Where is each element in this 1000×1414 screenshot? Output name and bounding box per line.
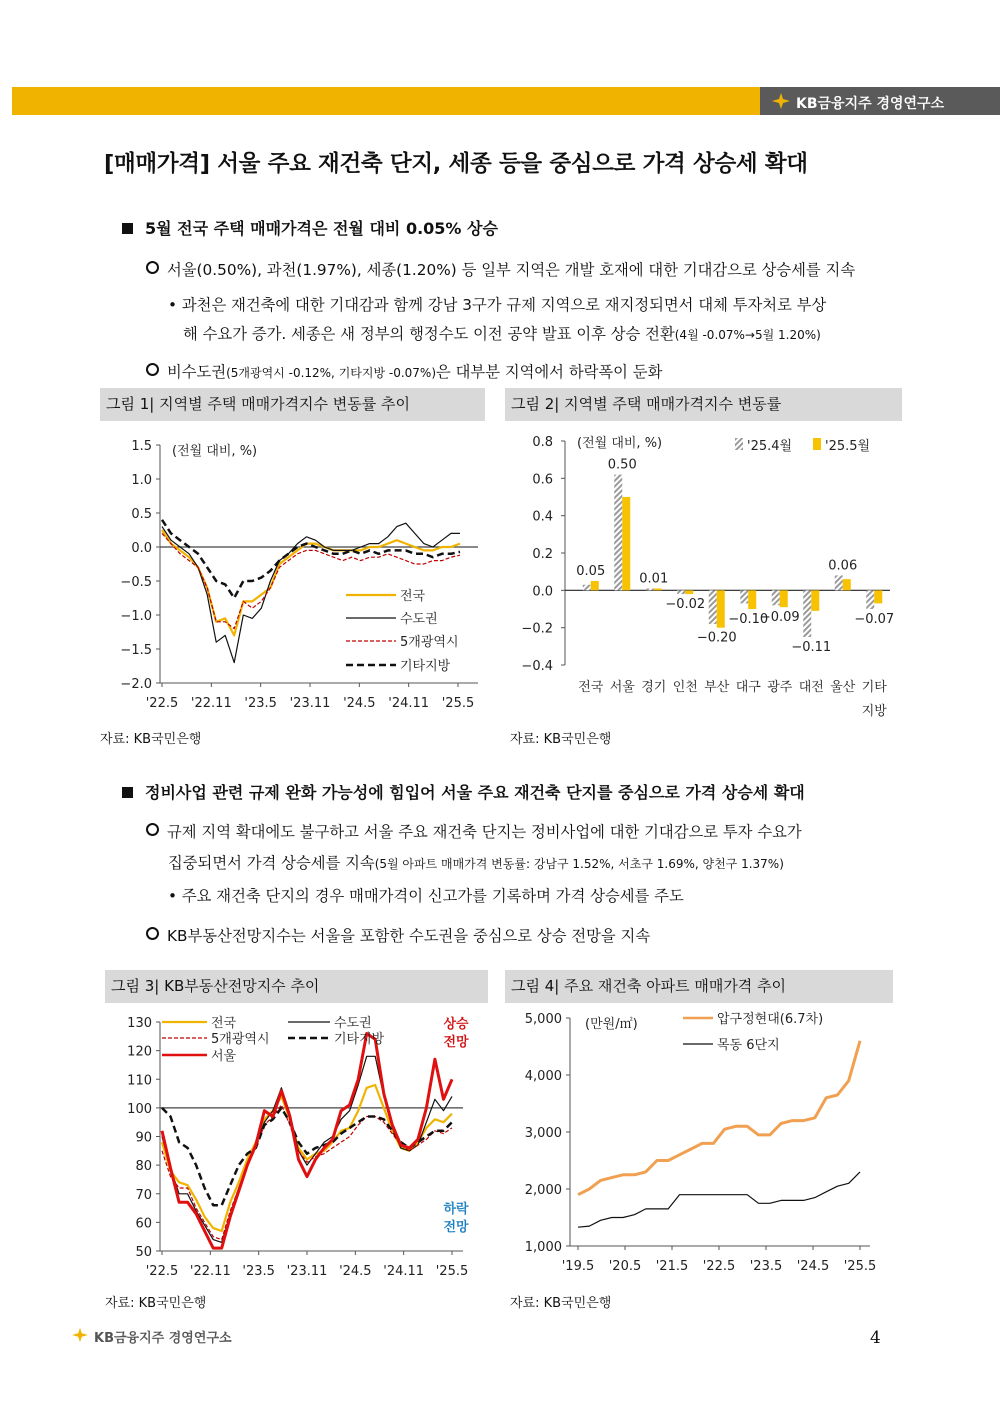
data-label-8: 0.06 [828, 558, 858, 574]
legend-label-2: 5개광역시 [211, 1032, 270, 1047]
legend-label-3: 기타지방 [400, 659, 451, 674]
category-label-4: 부산 [704, 680, 730, 695]
series-line-0 [162, 1085, 452, 1231]
x-tick-label: '22.11 [189, 1264, 231, 1279]
y-tick-label: 0.0 [532, 584, 553, 600]
legend-label-4: 서울 [211, 1049, 237, 1064]
section1-sub-line2: 해 수요가 증가. 세종은 새 정부의 행정수도 이전 공약 발표 이후 상승 전환(4월 -0.07%→5월 1.20%) [183, 325, 821, 343]
y-tick-label: −0.4 [521, 659, 553, 674]
y-tick-label: −1.5 [120, 643, 152, 658]
section2-bullet1-line1: 규제 지역 확대에도 불구하고 서울 주요 재건축 단지는 정비사업에 대한 기대감으로 투자 수요가 [146, 820, 802, 842]
legend-label-1: 수도권 [400, 612, 438, 627]
y-tick-label: 90 [135, 1130, 152, 1146]
legend-label-2: 5개광역시 [400, 635, 459, 650]
data-label-0: 0.05 [576, 564, 606, 579]
bar-1-2 [654, 588, 662, 590]
fig2-chart [505, 425, 900, 725]
y-tick-label: 60 [135, 1216, 152, 1232]
header-brand-box [760, 87, 1000, 115]
fig1-title: 그림 1| 지역별 주택 매매가격지수 변동률 추이 [100, 388, 485, 421]
y-tick-label: 100 [127, 1101, 152, 1117]
page-title: [매매가격] 서울 주요 재건축 단지, 세종 등을 중심으로 가격 상승세 확대 [104, 151, 808, 177]
x-tick-label: '24.5 [343, 696, 376, 711]
header-bar [12, 87, 760, 115]
y-tick-label: 4,000 [524, 1069, 562, 1084]
y-tick-label: 80 [135, 1159, 152, 1175]
y-tick-label: 0.6 [532, 472, 553, 488]
bar-0-7 [803, 590, 811, 637]
y-tick-label: 120 [127, 1044, 152, 1060]
bar-0-0 [583, 585, 591, 591]
y-tick-label: 1,000 [524, 1240, 562, 1255]
fig4-chart [505, 1008, 895, 1286]
category-label-5: 대구 [735, 680, 761, 695]
x-tick-label: '23.11 [286, 1264, 328, 1279]
footer-brand: KB금융지주 경영연구소 [94, 1331, 232, 1346]
bar-0-8 [835, 575, 843, 590]
category-label-1: 서울 [609, 680, 635, 695]
category-label-0: 전국 [578, 680, 604, 695]
series-line-1 [578, 1172, 860, 1227]
bar-0-6 [772, 590, 780, 605]
fig1-source: 자료: KB국민은행 [100, 732, 202, 747]
section1-bullet1: 서울(0.50%), 과천(1.97%), 세종(1.20%) 등 일부 지역은 개발 호재에 대한 기대감으로 상승세를 지속 [146, 258, 855, 280]
category-label-8: 울산 [830, 680, 856, 695]
x-tick-label: '21.5 [655, 1259, 689, 1274]
legend-label-1: 수도권 [334, 1016, 372, 1031]
legend-label-1: 목동 6단지 [717, 1038, 780, 1053]
section2-bullet1-line2: 집중되면서 가격 상승세를 지속(5월 아파트 매매가격 변동률: 강남구 1.52%, 서초구 1.69%, 양천구 1.37%) [168, 854, 784, 872]
y-tick-label: 110 [127, 1073, 152, 1089]
category-label-9: 기타 [861, 680, 887, 695]
y-tick-label: 70 [135, 1187, 152, 1203]
category-label-6: 광주 [767, 680, 793, 695]
bar-1-4 [717, 590, 725, 627]
fig2-source: 자료: KB국민은행 [510, 732, 612, 747]
data-label-3: −0.02 [665, 597, 706, 613]
fig4-source: 자료: KB국민은행 [510, 1296, 612, 1311]
page-number: 4 [870, 1328, 881, 1348]
bar-1-1 [622, 497, 630, 590]
data-label-6: −0.09 [759, 610, 800, 626]
x-tick-label: '25.5 [843, 1259, 877, 1274]
section1-bullet2: 비수도권(5개광역시 -0.12%, 기타지방 -0.07%)은 대부분 지역에서 하락폭이 둔화 [146, 360, 662, 382]
data-label-7: −0.11 [791, 640, 832, 655]
section1-sub-line1: • 과천은 재건축에 대한 기대감과 함께 강남 3구가 규제 지역으로 재지정되면서 대체 투자처로 부상 [168, 296, 827, 314]
bar-1-9 [874, 590, 882, 603]
y-tick-label: 1.0 [131, 473, 152, 488]
y-tick-label: 3,000 [524, 1126, 562, 1141]
x-tick-label: '22.5 [145, 696, 179, 711]
fig1-chart [100, 425, 490, 720]
x-tick-label: '24.5 [796, 1259, 830, 1274]
annotation-down-1: 하락 [443, 1202, 469, 1217]
bar-1-7 [811, 590, 819, 611]
bar-0-9 [866, 590, 874, 609]
y-tick-label: −2.0 [120, 677, 152, 692]
x-tick-label: '24.11 [388, 696, 430, 711]
y-tick-label: 2,000 [524, 1183, 562, 1198]
category-label-3: 인천 [672, 680, 698, 695]
section2-bullet2: KB부동산전망지수는 서울을 포함한 수도권을 중심으로 상승 전망을 지속 [146, 924, 650, 946]
header-brand-text: KB금융지주 경영연구소 [796, 96, 945, 112]
category-label-extra: 지방 [861, 704, 887, 719]
fig4-title: 그림 4| 주요 재건축 아파트 매매가격 추이 [505, 970, 893, 1003]
fig3-chart [100, 1008, 492, 1286]
y-tick-label: 0.5 [131, 507, 152, 522]
x-tick-label: '25.5 [441, 696, 475, 711]
y-tick-label: 0.4 [532, 509, 553, 525]
kb-star-logo-icon [770, 92, 792, 110]
bar-1-0 [591, 581, 599, 590]
x-tick-label: '22.5 [145, 1264, 179, 1279]
x-tick-label: '24.5 [339, 1264, 372, 1279]
y-tick-label: 0.0 [131, 541, 152, 556]
y-axis-unit-label: (전월 대비, %) [577, 436, 663, 451]
series-line-4 [162, 1034, 452, 1249]
section1-heading: 5월 전국 주택 매매가격은 전월 대비 0.05% 상승 [122, 216, 498, 239]
fig3-source: 자료: KB국민은행 [105, 1296, 207, 1311]
fig2-title: 그림 2| 지역별 주택 매매가격지수 변동률 [505, 388, 902, 421]
data-label-9: −0.07 [854, 612, 895, 627]
x-tick-label: '22.11 [190, 696, 232, 711]
y-axis-unit-label: (전월 대비, %) [172, 444, 258, 459]
legend-label-0: 전국 [400, 589, 426, 604]
y-tick-label: 0.2 [532, 547, 553, 562]
data-label-5: −0.10 [728, 612, 769, 627]
legend-swatch-1 [813, 438, 821, 450]
x-tick-label: '22.5 [702, 1259, 736, 1274]
y-tick-label: 130 [127, 1016, 152, 1031]
section2-heading: 정비사업 관련 규제 완화 가능성에 힘입어 서울 주요 재건축 단지를 중심으로 가격 상승세 확대 [122, 780, 805, 803]
bar-1-6 [780, 590, 788, 607]
annotation-up-1: 상승 [443, 1017, 469, 1032]
y-tick-label: −0.2 [521, 621, 553, 637]
y-tick-label: 50 [135, 1245, 152, 1260]
bar-1-5 [748, 590, 756, 609]
section2-sub: • 주요 재건축 단지의 경우 매매가격이 신고가를 기록하며 가격 상승세를 주도 [168, 887, 684, 905]
legend-label-0: 압구정현대(6.7차) [717, 1012, 824, 1027]
x-tick-label: '19.5 [561, 1259, 595, 1274]
y-tick-label: 1.5 [131, 439, 152, 454]
x-tick-label: '23.5 [244, 696, 277, 711]
annotation-up-2: 전망 [443, 1035, 469, 1050]
legend-label-3: 기타지방 [334, 1032, 385, 1047]
y-tick-label: −0.5 [120, 575, 152, 590]
legend-label-0: '25.4월 [747, 439, 793, 454]
bar-1-8 [843, 579, 851, 590]
y-tick-label: 0.8 [532, 435, 553, 450]
x-tick-label: '23.11 [289, 696, 331, 711]
data-label-1: 0.50 [607, 457, 637, 473]
x-tick-label: '25.5 [435, 1264, 469, 1279]
footer-star-logo-icon [70, 1327, 90, 1343]
y-tick-label: 5,000 [524, 1012, 562, 1027]
legend-swatch-0 [735, 438, 743, 450]
x-tick-label: '20.5 [608, 1259, 642, 1274]
data-label-2: 0.01 [639, 571, 669, 587]
legend-label-1: '25.5월 [825, 439, 871, 454]
y-tick-label: −1.0 [120, 609, 152, 624]
y-axis-unit-label: (만원/㎡) [585, 1017, 638, 1032]
series-line-0 [578, 1041, 860, 1195]
x-tick-label: '24.11 [383, 1264, 425, 1279]
bar-1-3 [685, 590, 693, 594]
bar-0-3 [677, 590, 685, 594]
category-label-2: 경기 [641, 680, 667, 695]
bar-0-1 [614, 475, 622, 591]
fig3-title: 그림 3| KB부동산전망지수 추이 [105, 970, 488, 1003]
bar-0-2 [646, 588, 654, 590]
series-line-3 [162, 1108, 452, 1205]
bar-0-5 [740, 590, 748, 603]
legend-label-0: 전국 [211, 1016, 237, 1031]
x-tick-label: '23.5 [749, 1259, 783, 1274]
annotation-down-2: 전망 [443, 1220, 469, 1235]
bar-0-4 [709, 590, 717, 624]
category-label-7: 대전 [798, 680, 824, 695]
data-label-4: −0.20 [696, 630, 737, 646]
x-tick-label: '23.5 [242, 1264, 275, 1279]
